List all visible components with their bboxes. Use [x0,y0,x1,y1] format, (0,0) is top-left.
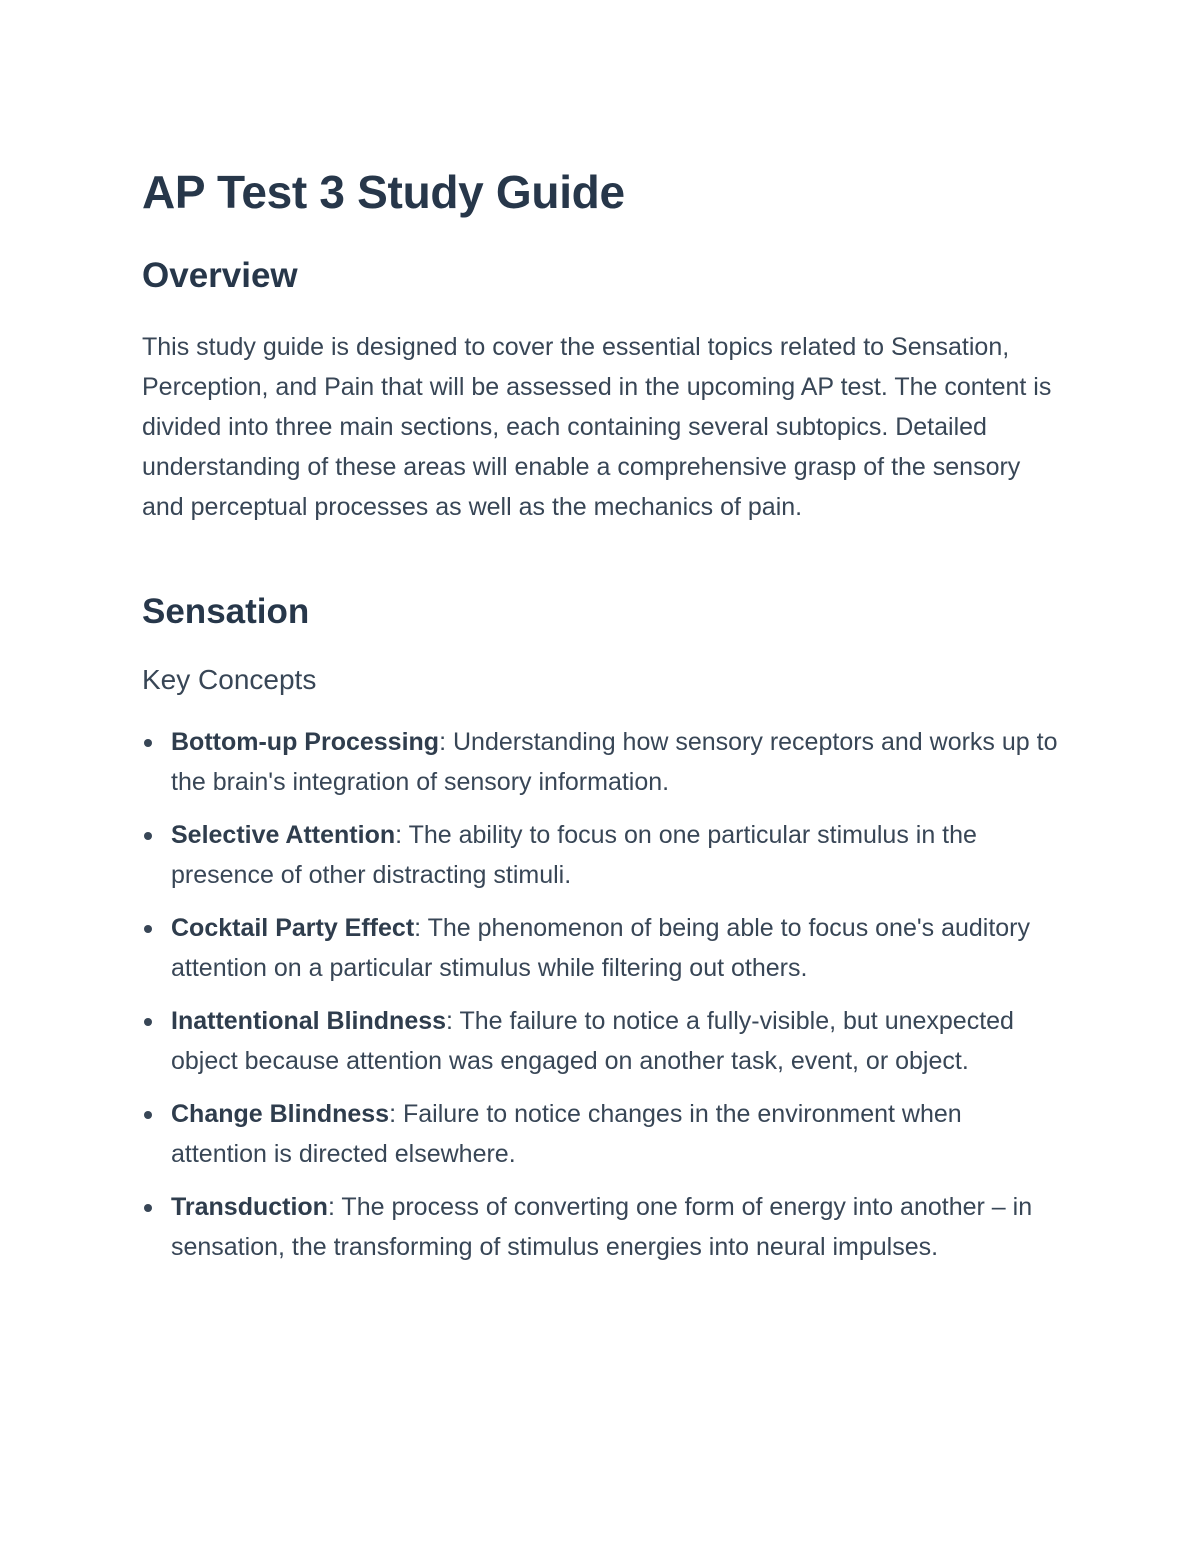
list-item: Cocktail Party Effect: The phenomenon of being able to focus one's auditory attention on a particular stimulus while filtering out others. [142,908,1062,988]
overview-paragraph: This study guide is designed to cover the essential topics related to Sensation, Perception, and Pain that will be assessed in the upcoming AP test. The content is divided into three main sections, each containing several subtopics. Detailed understanding of these areas will enable a comprehensive grasp of the sensory and perceptual processes as well as the mechanics of pain. [142,333,1052,521]
list-item: Bottom-up Processing: Understanding how sensory receptors and works up to the brain's integration of sensory information. [142,722,1062,802]
concept-definition: The phenomenon of being able to focus one's auditory attention on a particular stimulus while filtering out others. [171,914,1031,982]
key-concepts-heading: Key Concepts [142,664,317,695]
concept-term: Cocktail Party Effect [171,914,415,942]
concept-definition: The process of converting one form of energy into another – in sensation, the transforming of stimulus energies into neural impulses. [171,1193,1033,1261]
list-item: Inattentional Blindness: The failure to notice a fully-visible, but unexpected object because attention was engaged on another task, event, or object. [142,1001,1062,1081]
key-concepts-list [142,722,1062,1280]
bullet-icon [144,1204,152,1212]
list-item: Change Blindness: Failure to notice changes in the environment when attention is directed elsewhere. [142,1094,1062,1174]
concept-term: Transduction [171,1193,328,1221]
concept-definition: The ability to focus on one particular stimulus in the presence of other distracting stimuli. [171,821,977,889]
concept-term: Bottom-up Processing [171,728,440,756]
concept-definition: The failure to notice a fully-visible, but unexpected object because attention was engaged on another task, event, or object. [171,1007,1014,1075]
bullet-icon [144,925,152,933]
concept-term: Inattentional Blindness [171,1007,447,1035]
concept-definition: Failure to notice changes in the environment when attention is directed elsewhere. [171,1100,962,1168]
bullet-icon [144,832,152,840]
concept-definition: Understanding how sensory receptors and works up to the brain's integration of sensory information. [171,728,1058,796]
concept-term: Change Blindness [171,1100,390,1128]
list-item: Transduction: The process of converting one form of energy into another – in sensation, the transforming of stimulus energies into neural impulses. [142,1187,1062,1267]
concept-term: Selective Attention [171,821,396,849]
document-title: AP Test 3 Study Guide [142,166,625,218]
bullet-icon [144,1018,152,1026]
bullet-icon [144,1111,152,1119]
list-item: Selective Attention: The ability to focus on one particular stimulus in the presence of other distracting stimuli. [142,815,1062,895]
bullet-icon [144,739,152,747]
overview-heading: Overview [142,256,298,295]
sensation-heading: Sensation [142,592,310,631]
